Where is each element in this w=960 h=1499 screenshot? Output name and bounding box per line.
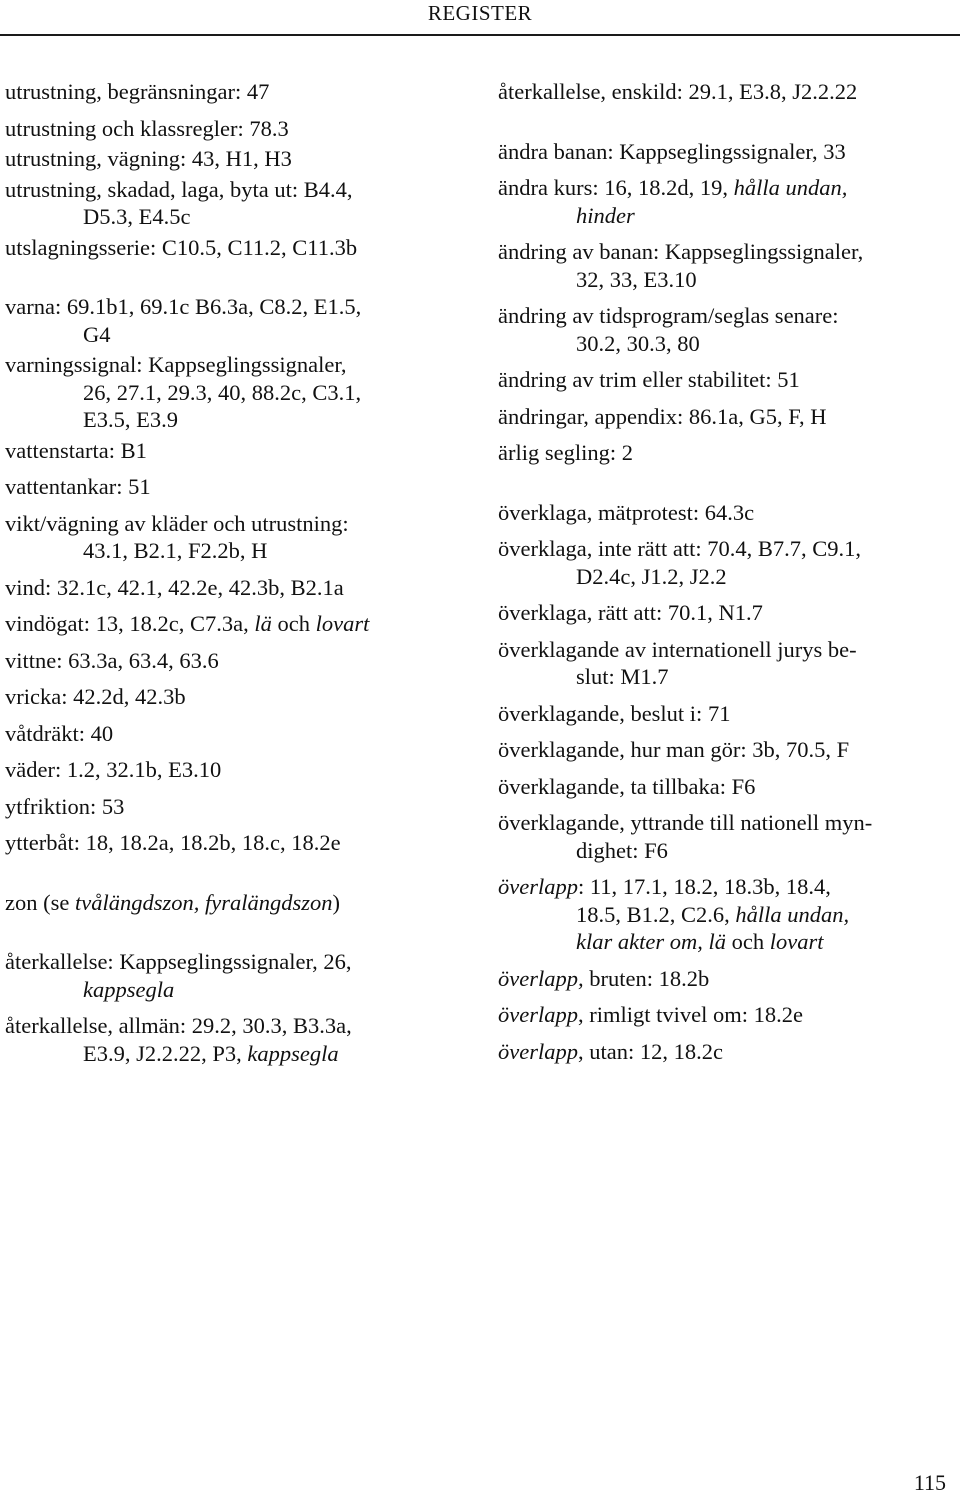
- entry-text: överklagande, yttrande till nationell myn-: [498, 810, 873, 835]
- entry-continuation: 32, 33, E3.10: [576, 266, 697, 292]
- entry-text: vricka: 42.2d, 42.3b: [5, 684, 186, 709]
- entry-text: överklaga, mätprotest: 64.3c: [498, 499, 755, 525]
- index-entry: [5, 115, 470, 143]
- index-entry: [5, 948, 470, 1003]
- entry-crossref: överlapp: [498, 1002, 578, 1027]
- entry-text: ändring av trim eller stabilitet: 51: [498, 367, 800, 392]
- entry-text: och: [725, 929, 770, 954]
- entry-text: ärlig segling: 2: [498, 440, 633, 465]
- entry-text: våtdräkt: 40: [5, 720, 114, 746]
- entry-crossref: kappsegla: [247, 1040, 339, 1066]
- entry-crossref: överlapp,: [498, 965, 584, 991]
- header-title: REGISTER: [427, 1, 533, 25]
- page-number: 115: [913, 1470, 946, 1495]
- entry-text: vattentankar: 51: [5, 474, 151, 499]
- index-entry: [5, 351, 470, 434]
- entry-text: överklagande, beslut i: 71: [498, 700, 731, 726]
- entry-text: varna: 69.1b1, 69.1c B6.3a, C8.2, E1.5,: [5, 294, 362, 319]
- entry-crossref: lovart: [315, 611, 370, 636]
- entry-text: väder: 1.2, 32.1b, E3.10: [5, 757, 222, 782]
- index-entry: [498, 1038, 960, 1066]
- index-entry: [498, 965, 960, 993]
- index-entry: [498, 238, 960, 293]
- entry-continuation: slut: M1.7: [576, 664, 669, 689]
- running-header: [0, 0, 960, 36]
- entry-continuation: [498, 202, 960, 230]
- index-entry: [498, 809, 960, 864]
- index-entry: [5, 145, 470, 173]
- index-entry: [5, 574, 470, 602]
- index-entry: [498, 773, 960, 801]
- index-entry: [498, 439, 960, 467]
- index-entry: [5, 78, 470, 106]
- entry-crossref: överlapp: [498, 874, 578, 899]
- index-entry: [5, 756, 470, 784]
- entry-text: ändring av banan: Kappseglingssignaler,: [498, 239, 864, 264]
- entry-continuation: 30.2, 30.3, 80: [576, 330, 700, 356]
- entry-crossref: överlapp: [498, 1038, 578, 1064]
- index-entry: [498, 1001, 960, 1029]
- entry-text: ): [332, 889, 340, 915]
- index-entry: [5, 889, 470, 917]
- entry-crossref: lä: [254, 611, 272, 636]
- index-entry: [498, 403, 960, 431]
- index-entry: [5, 1012, 470, 1067]
- index-entry: [498, 302, 960, 357]
- index-entry: [498, 636, 960, 691]
- index-entry: [5, 473, 470, 501]
- entry-text: utrustning, vägning: 43, H1, H3: [5, 146, 292, 171]
- entry-text: och: [271, 611, 316, 636]
- entry-crossref: hålla undan,: [735, 901, 850, 927]
- entry-text: 18.5, B1.2, C2.6,: [576, 901, 736, 927]
- entry-text: vattenstarta: B1: [5, 437, 147, 463]
- index-entry: [5, 720, 470, 748]
- entry-continuation: E3.5, E3.9: [83, 407, 178, 432]
- index-entry: [5, 793, 470, 821]
- index-entry: [498, 499, 960, 527]
- entry-continuation: 43.1, B2.1, F2.2b, H: [83, 538, 268, 563]
- entry-text: : 11, 17.1, 18.2, 18.3b, 18.4,: [577, 874, 831, 899]
- index-entry: [498, 599, 960, 627]
- index-entry: [498, 366, 960, 394]
- entry-continuation: G4: [83, 321, 111, 347]
- entry-text: utrustning, skadad, laga, byta ut: B4.4,: [5, 176, 353, 202]
- entry-text: ändringar, appendix: 86.1a, G5, F, H: [498, 403, 827, 429]
- entry-text: utrustning, begränsningar: 47: [5, 79, 270, 104]
- index-entry: [5, 829, 470, 857]
- index-entry: [5, 610, 470, 638]
- index-entry: [498, 535, 960, 590]
- entry-text: varningssignal: Kappseglingssignaler,: [5, 352, 347, 377]
- entry-text: ytfriktion: 53: [5, 793, 125, 819]
- entry-text: vindögat: 13, 18.2c, C7.3a,: [5, 611, 255, 636]
- entry-text: vind: 32.1c, 42.1, 42.2e, 42.3b, B2.1a: [5, 574, 344, 600]
- entry-text: överklaga, rätt att: 70.1, N1.7: [498, 600, 763, 625]
- index-entry: [498, 736, 960, 764]
- entry-text: överklagande, hur man gör: 3b, 70.5, F: [498, 737, 850, 762]
- entry-text: utslagningsserie: C10.5, C11.2, C11.3b: [5, 234, 358, 260]
- entry-crossref: lovart: [769, 929, 824, 954]
- entry-continuation: D2.4c, J1.2, J2.2: [576, 563, 727, 589]
- entry-continuation: dighet: F6: [576, 837, 668, 863]
- index-entry: [5, 437, 470, 465]
- entry-crossref: klar akter om, lä: [576, 929, 726, 954]
- entry-continuation: D5.3, E4.5c: [83, 204, 191, 229]
- index-column-left: [5, 78, 470, 1076]
- entry-text: bruten: 18.2b: [583, 965, 710, 991]
- entry-continuation: [5, 976, 470, 1004]
- entry-text: vikt/vägning av kläder och utrustning:: [5, 510, 349, 536]
- entry-crossref: kappsegla: [83, 976, 175, 1002]
- entry-text: överklagande, ta tillbaka: F6: [498, 773, 756, 799]
- index-entry: [498, 138, 960, 166]
- entry-crossref: hinder: [576, 202, 635, 228]
- entry-text: återkallelse, allmän: 29.2, 30.3, B3.3a,: [5, 1013, 352, 1038]
- entry-text: överklagande av internationell jurys be-: [498, 636, 857, 662]
- entry-continuation: [498, 928, 960, 956]
- entry-continuation: [498, 901, 960, 929]
- entry-text: vittne: 63.3a, 63.4, 63.6: [5, 647, 219, 673]
- entry-text: ändra banan: Kappseglingssignaler, 33: [498, 138, 846, 164]
- index-entry: [5, 510, 470, 565]
- index-entry: [5, 234, 470, 262]
- entry-crossref: hålla undan,: [733, 175, 848, 200]
- entry-text: ändra kurs: 16, 18.2d, 19,: [498, 175, 734, 200]
- entry-text: återkallelse: Kappseglingssignaler, 26,: [5, 949, 352, 974]
- entry-text: ytterbåt: 18, 18.2a, 18.2b, 18.c, 18.2e: [5, 830, 341, 855]
- entry-text: , rimligt tvivel om: 18.2e: [577, 1002, 803, 1027]
- entry-continuation: [5, 1040, 470, 1068]
- entry-crossref: tvålängdszon, fyralängdszon: [74, 889, 333, 915]
- entry-continuation: 26, 27.1, 29.3, 40, 88.2c, C3.1,: [83, 379, 362, 405]
- index-entry: [498, 700, 960, 728]
- index-entry: [5, 293, 470, 348]
- index-entry: [498, 174, 960, 229]
- entry-text: återkallelse, enskild: 29.1, E3.8, J2.2.22: [498, 79, 858, 104]
- entry-text: zon (se: [5, 889, 75, 915]
- entry-text: E3.9, J2.2.22, P3,: [83, 1040, 248, 1066]
- entry-text: överklaga, inte rätt att: 70.4, B7.7, C9.1,: [498, 536, 862, 561]
- index-entry: [5, 176, 470, 231]
- index-entry: [5, 647, 470, 675]
- index-entry: [5, 683, 470, 711]
- entry-text: utrustning och klassregler: 78.3: [5, 115, 289, 141]
- entry-text: ändring av tidsprogram/seglas senare:: [498, 303, 839, 328]
- index-entry: [498, 873, 960, 956]
- index-column-right: [498, 78, 960, 1074]
- entry-text: , utan: 12, 18.2c: [577, 1038, 723, 1064]
- index-entry: [498, 78, 960, 106]
